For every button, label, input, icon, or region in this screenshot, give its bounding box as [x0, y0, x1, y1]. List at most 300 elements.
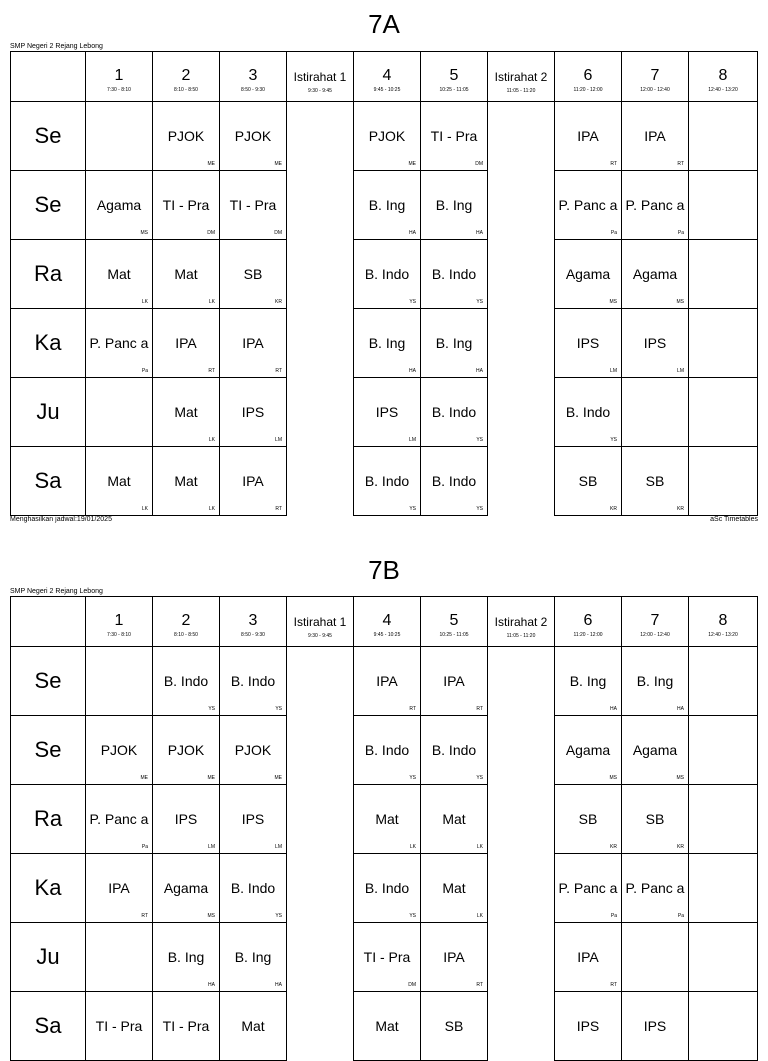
teacher-code: MS [609, 299, 617, 305]
subject-name: P. Panc a [625, 196, 685, 213]
subject-name: SB [645, 472, 665, 489]
lesson-cell [421, 240, 488, 309]
day-row [11, 309, 758, 378]
period-time: 11:20 - 12:00 [573, 86, 603, 93]
lesson-cell [153, 171, 220, 240]
subject-name: SB [645, 810, 665, 827]
teacher-code: MS [676, 775, 684, 781]
period-header [555, 52, 622, 102]
teacher-code: LK [208, 506, 215, 512]
lesson-cell [220, 447, 287, 516]
period-time: 10:25 - 11:05 [439, 631, 469, 638]
lesson-cell [354, 378, 421, 447]
break-cell [488, 378, 555, 447]
teacher-code: HA [476, 230, 483, 236]
subject-name: IPS [241, 810, 265, 827]
lesson-cell [421, 854, 488, 923]
day-label: Ka [11, 309, 86, 378]
subject-name: IPS [576, 1017, 600, 1034]
subject-name: IPS [643, 1017, 667, 1034]
lesson-cell [421, 716, 488, 785]
teacher-code: LK [409, 844, 416, 850]
period-time: 8:50 - 9:30 [241, 631, 265, 638]
lesson-cell [220, 785, 287, 854]
subject-name: Mat [375, 810, 399, 827]
break-cell [488, 171, 555, 240]
break-cell [287, 447, 354, 516]
class-title: 7B [368, 555, 400, 585]
teacher-code: LK [208, 437, 215, 443]
break-header [287, 52, 354, 102]
subject-name: TI - Pra [430, 127, 478, 144]
lesson-cell [220, 171, 287, 240]
lesson-cell [354, 647, 421, 716]
break-cell [287, 992, 354, 1061]
lesson-cell [421, 785, 488, 854]
lesson-cell [421, 102, 488, 171]
subject-name: IPS [576, 334, 600, 351]
subject-name: PJOK [100, 741, 138, 758]
day-label: Se [11, 171, 86, 240]
subject-name: Mat [107, 265, 131, 282]
break-header [488, 52, 555, 102]
teacher-code: LK [141, 506, 148, 512]
break-cell [287, 171, 354, 240]
teacher-code: HA [476, 368, 483, 374]
lesson-cell [153, 854, 220, 923]
subject-name: Agama [565, 741, 611, 758]
teacher-code: Pa [610, 913, 617, 919]
teacher-code: ME [207, 775, 215, 781]
lesson-cell [555, 647, 622, 716]
empty-cell [689, 378, 758, 447]
class-title: 7A [368, 9, 400, 39]
break-cell [287, 923, 354, 992]
period-header [220, 52, 287, 102]
teacher-code: ME [274, 161, 282, 167]
teacher-code: KR [610, 506, 617, 512]
period-label: Istirahat 2 [494, 614, 548, 629]
teacher-code: Pa [141, 368, 148, 374]
lesson-cell [354, 716, 421, 785]
day-label: Se [11, 102, 86, 171]
subject-name: SB [243, 265, 263, 282]
teacher-code: RT [141, 913, 148, 919]
lesson-cell [622, 647, 689, 716]
teacher-code: RT [610, 161, 617, 167]
lesson-cell [220, 923, 287, 992]
teacher-code: DM [207, 230, 215, 236]
subject-name: B. Indo [163, 672, 209, 689]
lesson-cell [86, 309, 153, 378]
day-label: Sa [11, 992, 86, 1061]
teacher-code: HA [409, 368, 416, 374]
period-header [153, 597, 220, 647]
lesson-cell [153, 785, 220, 854]
empty-cell [86, 647, 153, 716]
generated-date: Menghasilkan jadwal:19/01/2025 [10, 516, 112, 523]
period-header [354, 597, 421, 647]
subject-name: B. Ing [636, 672, 674, 689]
teacher-code: YS [409, 506, 416, 512]
subject-name: B. Indo [431, 741, 477, 758]
teacher-code: Pa [677, 230, 684, 236]
subject-name: IPA [443, 948, 465, 965]
teacher-code: DM [274, 230, 282, 236]
break-cell [488, 102, 555, 171]
empty-cell [689, 854, 758, 923]
teacher-code: RT [476, 982, 483, 988]
empty-cell [622, 378, 689, 447]
subject-name: B. Indo [230, 879, 276, 896]
break-cell [488, 716, 555, 785]
lesson-cell [622, 854, 689, 923]
day-row [11, 785, 758, 854]
teacher-code: RT [409, 706, 416, 712]
period-header [86, 52, 153, 102]
subject-name: Mat [442, 810, 466, 827]
teacher-code: YS [275, 706, 282, 712]
lesson-cell [354, 785, 421, 854]
period-time: 11:05 - 11:20 [506, 632, 536, 639]
break-cell [488, 785, 555, 854]
period-time: 11:20 - 12:00 [573, 631, 603, 638]
empty-cell [689, 992, 758, 1061]
corner-cell [11, 597, 86, 647]
lesson-cell [86, 171, 153, 240]
lesson-cell [153, 240, 220, 309]
break-cell [488, 854, 555, 923]
teacher-code: ME [274, 775, 282, 781]
break-header [488, 597, 555, 647]
subject-name: IPS [643, 334, 667, 351]
period-label: 5 [449, 611, 459, 629]
teacher-code: YS [409, 299, 416, 305]
break-cell [488, 647, 555, 716]
teacher-code: KR [610, 844, 617, 850]
period-label: 1 [114, 611, 124, 629]
subject-name: P. Panc a [625, 879, 685, 896]
teacher-code: LM [677, 368, 684, 374]
teacher-code: LM [208, 844, 215, 850]
lesson-cell [622, 309, 689, 378]
teacher-code: HA [275, 982, 282, 988]
day-label: Se [11, 716, 86, 785]
period-time: 10:25 - 11:05 [439, 86, 469, 93]
teacher-code: DM [408, 982, 416, 988]
break-header [287, 597, 354, 647]
break-cell [488, 923, 555, 992]
day-label: Ju [11, 923, 86, 992]
empty-cell [689, 102, 758, 171]
day-row [11, 716, 758, 785]
lesson-cell [421, 378, 488, 447]
teacher-code: ME [140, 775, 148, 781]
lesson-cell [153, 647, 220, 716]
teacher-code: LK [141, 299, 148, 305]
teacher-code: MS [609, 775, 617, 781]
lesson-cell [354, 171, 421, 240]
subject-name: B. Ing [435, 196, 473, 213]
lesson-cell [220, 992, 287, 1061]
subject-name: Agama [632, 741, 678, 758]
period-label: Istirahat 1 [293, 614, 347, 629]
teacher-code: YS [476, 437, 483, 443]
teacher-code: MS [676, 299, 684, 305]
subject-name: B. Indo [364, 472, 410, 489]
day-row [11, 102, 758, 171]
period-header-row [11, 52, 758, 102]
lesson-cell [555, 102, 622, 171]
day-label: Ra [11, 240, 86, 309]
period-header [86, 597, 153, 647]
lesson-cell [622, 785, 689, 854]
lesson-cell [220, 378, 287, 447]
subject-name: IPA [108, 879, 130, 896]
period-time: 12:00 - 12:40 [640, 86, 670, 93]
lesson-cell [622, 447, 689, 516]
lesson-cell [421, 447, 488, 516]
break-cell [287, 716, 354, 785]
period-time: 9:30 - 9:45 [308, 87, 332, 94]
software-credit: aSc Timetables [710, 516, 758, 523]
subject-name: SB [444, 1017, 464, 1034]
lesson-cell [220, 716, 287, 785]
day-label: Ka [11, 854, 86, 923]
subject-name: P. Panc a [89, 334, 149, 351]
subject-name: B. Indo [230, 672, 276, 689]
day-row [11, 378, 758, 447]
period-header [153, 52, 220, 102]
period-header [421, 597, 488, 647]
corner-cell [11, 52, 86, 102]
lesson-cell [354, 992, 421, 1061]
subject-name: B. Ing [368, 334, 406, 351]
period-label: 4 [382, 611, 392, 629]
teacher-code: HA [677, 706, 684, 712]
subject-name: IPS [174, 810, 198, 827]
teacher-code: RT [275, 506, 282, 512]
lesson-cell [220, 854, 287, 923]
lesson-cell [622, 240, 689, 309]
teacher-code: HA [409, 230, 416, 236]
subject-name: Mat [107, 472, 131, 489]
subject-name: IPA [242, 334, 264, 351]
break-cell [287, 309, 354, 378]
teacher-code: MS [140, 230, 148, 236]
teacher-code: YS [610, 437, 617, 443]
subject-name: IPS [241, 403, 265, 420]
subject-name: TI - Pra [229, 196, 277, 213]
break-cell [488, 992, 555, 1061]
teacher-code: KR [677, 844, 684, 850]
subject-name: IPA [175, 334, 197, 351]
subject-name: B. Ing [569, 672, 607, 689]
subject-name: IPA [644, 127, 666, 144]
lesson-cell [622, 992, 689, 1061]
subject-name: B. Ing [167, 948, 205, 965]
subject-name: PJOK [167, 127, 205, 144]
lesson-cell [354, 309, 421, 378]
period-time: 12:40 - 13:20 [708, 86, 738, 93]
subject-name: Agama [565, 265, 611, 282]
period-label: 3 [248, 611, 258, 629]
period-label: 1 [114, 66, 124, 84]
subject-name: B. Ing [368, 196, 406, 213]
subject-name: Agama [96, 196, 142, 213]
lesson-cell [86, 785, 153, 854]
empty-cell [622, 923, 689, 992]
period-header [220, 597, 287, 647]
subject-name: B. Indo [431, 403, 477, 420]
teacher-code: RT [677, 161, 684, 167]
period-label: 4 [382, 66, 392, 84]
period-label: 5 [449, 66, 459, 84]
day-row [11, 240, 758, 309]
subject-name: IPS [375, 403, 399, 420]
lesson-cell [622, 102, 689, 171]
empty-cell [689, 447, 758, 516]
day-row [11, 647, 758, 716]
period-header [421, 52, 488, 102]
subject-name: Agama [632, 265, 678, 282]
break-cell [287, 647, 354, 716]
lesson-cell [421, 923, 488, 992]
subject-name: TI - Pra [363, 948, 411, 965]
lesson-cell [421, 309, 488, 378]
empty-cell [689, 309, 758, 378]
subject-name: SB [578, 472, 598, 489]
break-cell [287, 854, 354, 923]
subject-name: TI - Pra [162, 196, 210, 213]
subject-name: Agama [163, 879, 209, 896]
lesson-cell [622, 171, 689, 240]
subject-name: B. Indo [364, 879, 410, 896]
period-time: 12:40 - 13:20 [708, 631, 738, 638]
break-cell [488, 309, 555, 378]
day-row [11, 854, 758, 923]
subject-name: IPA [242, 472, 264, 489]
period-header [622, 52, 689, 102]
period-time: 7:30 - 8:10 [107, 631, 131, 638]
lesson-cell [86, 992, 153, 1061]
period-label: 2 [181, 611, 191, 629]
period-label: 8 [718, 611, 728, 629]
lesson-cell [220, 309, 287, 378]
lesson-cell [86, 447, 153, 516]
lesson-cell [555, 923, 622, 992]
period-time: 12:00 - 12:40 [640, 631, 670, 638]
period-header [354, 52, 421, 102]
period-header-row [11, 597, 758, 647]
day-row [11, 171, 758, 240]
empty-cell [689, 171, 758, 240]
subject-name: P. Panc a [558, 196, 618, 213]
period-header [555, 597, 622, 647]
day-row [11, 447, 758, 516]
teacher-code: YS [476, 775, 483, 781]
empty-cell [689, 785, 758, 854]
period-time: 11:05 - 11:20 [506, 87, 536, 94]
teacher-code: ME [207, 161, 215, 167]
lesson-cell [153, 102, 220, 171]
period-label: 7 [650, 66, 660, 84]
timetable-grid [10, 596, 758, 1061]
period-time: 8:50 - 9:30 [241, 86, 265, 93]
teacher-code: YS [409, 775, 416, 781]
day-label: Se [11, 647, 86, 716]
lesson-cell [354, 447, 421, 516]
subject-name: B. Indo [364, 265, 410, 282]
empty-cell [689, 716, 758, 785]
teacher-code: KR [275, 299, 282, 305]
subject-name: Mat [174, 472, 198, 489]
period-label: 6 [583, 66, 593, 84]
lesson-cell [220, 647, 287, 716]
lesson-cell [220, 240, 287, 309]
lesson-cell [153, 923, 220, 992]
subject-name: B. Indo [431, 472, 477, 489]
subject-name: IPA [577, 948, 599, 965]
empty-cell [689, 923, 758, 992]
subject-name: IPA [443, 672, 465, 689]
lesson-cell [86, 854, 153, 923]
period-time: 9:45 - 10:25 [373, 86, 401, 93]
break-cell [488, 447, 555, 516]
subject-name: Mat [375, 1017, 399, 1034]
period-time: 9:45 - 10:25 [373, 631, 401, 638]
school-name: SMP Negeri 2 Rejang Lebong [10, 588, 103, 595]
subject-name: PJOK [368, 127, 406, 144]
teacher-code: LK [208, 299, 215, 305]
period-label: 2 [181, 66, 191, 84]
lesson-cell [421, 992, 488, 1061]
empty-cell [689, 647, 758, 716]
teacher-code: RT [208, 368, 215, 374]
break-cell [488, 240, 555, 309]
empty-cell [86, 378, 153, 447]
subject-name: SB [578, 810, 598, 827]
subject-name: IPA [376, 672, 398, 689]
lesson-cell [86, 716, 153, 785]
lesson-cell [86, 240, 153, 309]
lesson-cell [555, 171, 622, 240]
teacher-code: HA [610, 706, 617, 712]
lesson-cell [421, 171, 488, 240]
lesson-cell [555, 785, 622, 854]
subject-name: P. Panc a [89, 810, 149, 827]
day-label: Ju [11, 378, 86, 447]
empty-cell [689, 240, 758, 309]
teacher-code: LM [275, 437, 282, 443]
lesson-cell [421, 647, 488, 716]
break-cell [287, 102, 354, 171]
subject-name: B. Ing [234, 948, 272, 965]
lesson-cell [555, 716, 622, 785]
lesson-cell [354, 240, 421, 309]
day-row [11, 923, 758, 992]
period-label: 3 [248, 66, 258, 84]
lesson-cell [622, 716, 689, 785]
lesson-cell [220, 102, 287, 171]
period-header [689, 52, 758, 102]
subject-name: B. Indo [431, 265, 477, 282]
lesson-cell [555, 240, 622, 309]
teacher-code: YS [409, 913, 416, 919]
day-label: Ra [11, 785, 86, 854]
period-label: Istirahat 1 [293, 69, 347, 84]
teacher-code: YS [208, 706, 215, 712]
